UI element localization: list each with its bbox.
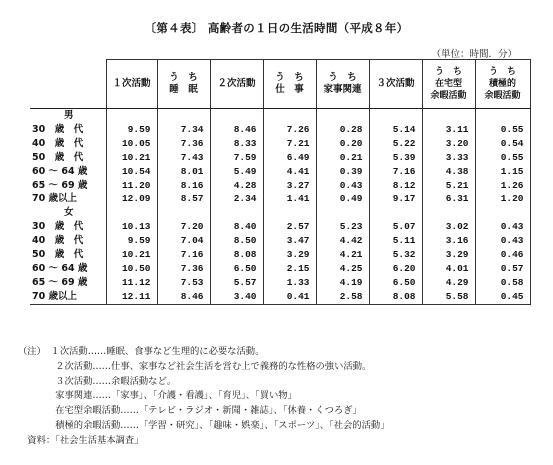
- cell: 3.02: [422, 220, 475, 234]
- cell: 5.49: [210, 165, 263, 179]
- cell: 5.07: [369, 220, 422, 234]
- cell: 7.04: [157, 234, 210, 248]
- table-row: [30, 123, 530, 137]
- cell: 0.58: [475, 276, 530, 290]
- cell: 10.54: [106, 165, 157, 179]
- table-row: [30, 192, 530, 206]
- group-row-male: [30, 109, 530, 123]
- group-label: 女: [30, 206, 106, 220]
- row-label: 60 ～ 64 歳: [30, 165, 106, 179]
- time-use-table: [30, 59, 531, 305]
- header-home-leisure: う ち 在宅型 余暇活動: [422, 60, 475, 109]
- cell: 5.58: [422, 290, 475, 304]
- cell: 3.29: [263, 248, 316, 262]
- cell: 8.12: [369, 179, 422, 193]
- cell: 3.40: [210, 290, 263, 304]
- cell: 10.13: [106, 220, 157, 234]
- row-label: 60 ～ 64 歳: [30, 262, 106, 276]
- cell: 4.25: [316, 262, 369, 276]
- cell: 8.46: [157, 290, 210, 304]
- cell: 8.50: [210, 234, 263, 248]
- row-label: 30 歳 代: [30, 220, 106, 234]
- cell: 3.27: [263, 179, 316, 193]
- row-label: 40 歳 代: [30, 137, 106, 151]
- source-line: 資料：「社会生活基本調査」: [18, 434, 144, 446]
- cell: 0.28: [316, 123, 369, 137]
- footnote-line: 家事関連……「家事」、「介護・看護」、「育児」、「買い物」: [18, 390, 297, 402]
- cell: 6.31: [422, 192, 475, 206]
- group-row-female: [30, 206, 530, 220]
- row-label: 40 歳 代: [30, 234, 106, 248]
- footnote-line: ２次活動……仕事、家事など社会生活を営む上で義務的な性格の強い活動。: [18, 360, 372, 372]
- row-label: 30 歳 代: [30, 123, 106, 137]
- cell: 8.01: [157, 165, 210, 179]
- row-label: 50 歳 代: [30, 248, 106, 262]
- cell: 1.20: [475, 192, 530, 206]
- cell: 5.14: [369, 123, 422, 137]
- cell: 0.46: [475, 248, 530, 262]
- cell: 5.32: [369, 248, 422, 262]
- header-tertiary: ３次活動: [369, 60, 422, 109]
- cell: 0.20: [316, 137, 369, 151]
- footnote-line: （注） １次活動……睡眠、食事など生理的に必要な活動。: [18, 346, 265, 357]
- cell: 5.21: [422, 179, 475, 193]
- unit-label: （単位：時間．分）: [431, 49, 517, 60]
- table-row: [30, 290, 530, 304]
- cell: 0.57: [475, 262, 530, 276]
- table-row: [30, 234, 530, 248]
- cell: 3.11: [422, 123, 475, 137]
- cell: 9.17: [369, 192, 422, 206]
- cell: 0.21: [316, 151, 369, 165]
- cell: 10.21: [106, 248, 157, 262]
- table-row: [30, 262, 530, 276]
- cell: 8.46: [210, 123, 263, 137]
- cell: 2.58: [316, 290, 369, 304]
- cell: 0.43: [475, 234, 530, 248]
- cell: 3.33: [422, 151, 475, 165]
- row-label: 50 歳 代: [30, 151, 106, 165]
- cell: 6.49: [263, 151, 316, 165]
- cell: 4.19: [316, 276, 369, 290]
- header-active-leisure: う ち 積極的 余暇活動: [475, 60, 530, 109]
- cell: 5.23: [316, 220, 369, 234]
- table-row: [30, 137, 530, 151]
- cell: 0.43: [316, 179, 369, 193]
- cell: 12.11: [106, 290, 157, 304]
- table-row: [30, 165, 530, 179]
- cell: 2.34: [210, 192, 263, 206]
- cell: 10.50: [106, 262, 157, 276]
- cell: 3.47: [263, 234, 316, 248]
- cell: 7.16: [157, 248, 210, 262]
- cell: 0.41: [263, 290, 316, 304]
- cell: 0.49: [316, 192, 369, 206]
- header-row: [30, 60, 530, 109]
- cell: 3.29: [422, 248, 475, 262]
- cell: 8.08: [369, 290, 422, 304]
- cell: 11.20: [106, 179, 157, 193]
- cell: 1.26: [475, 179, 530, 193]
- cell: 9.59: [106, 234, 157, 248]
- cell: 2.15: [263, 262, 316, 276]
- cell: 7.43: [157, 151, 210, 165]
- header-corner: [30, 60, 106, 109]
- footnote-line: ３次活動……余暇活動など。: [18, 375, 177, 387]
- cell: 0.55: [475, 151, 530, 165]
- table-row: [30, 220, 530, 234]
- cell: 6.50: [369, 276, 422, 290]
- footnote-line: 積極的余暇活動……「学習・研究」、「趣味・娯楽」、「スポーツ」、「社会的活動」: [18, 419, 390, 431]
- header-sleep: う ち 睡 眠: [157, 60, 210, 109]
- cell: 7.53: [157, 276, 210, 290]
- row-label: 65 ～ 69 歳: [30, 276, 106, 290]
- cell: 9.59: [106, 123, 157, 137]
- cell: 5.39: [369, 151, 422, 165]
- cell: 1.15: [475, 165, 530, 179]
- cell: 4.38: [422, 165, 475, 179]
- cell: 7.16: [369, 165, 422, 179]
- footnote-line: 在宅型余暇活動……「テレビ・ラジオ・新聞・雑誌」、「休養・くつろぎ」: [18, 405, 362, 417]
- cell: 3.20: [422, 137, 475, 151]
- cell: 12.09: [106, 192, 157, 206]
- cell: 10.05: [106, 137, 157, 151]
- cell: 0.39: [316, 165, 369, 179]
- cell: 8.08: [210, 248, 263, 262]
- cell: 1.41: [263, 192, 316, 206]
- cell: 7.21: [263, 137, 316, 151]
- cell: 7.36: [157, 137, 210, 151]
- cell: 7.20: [157, 220, 210, 234]
- cell: 6.50: [210, 262, 263, 276]
- header-housework: う ち 家事関連: [316, 60, 369, 109]
- header-primary: １次活動: [106, 60, 157, 109]
- cell: 6.20: [369, 262, 422, 276]
- row-label: 65 ～ 69 歳: [30, 179, 106, 193]
- cell: 4.42: [316, 234, 369, 248]
- row-label: 70 歳以上: [30, 290, 106, 304]
- cell: 5.57: [210, 276, 263, 290]
- cell: 0.55: [475, 123, 530, 137]
- cell: 0.45: [475, 290, 530, 304]
- cell: 5.22: [369, 137, 422, 151]
- table-row: [30, 248, 530, 262]
- cell: 4.29: [422, 276, 475, 290]
- cell: 7.36: [157, 262, 210, 276]
- cell: 7.34: [157, 123, 210, 137]
- cell: 8.57: [157, 192, 210, 206]
- header-work: う ち 仕 事: [263, 60, 316, 109]
- cell: 4.28: [210, 179, 263, 193]
- cell: 3.16: [422, 234, 475, 248]
- cell: 0.54: [475, 137, 530, 151]
- footnotes: [18, 345, 390, 449]
- cell: 4.41: [263, 165, 316, 179]
- cell: 1.33: [263, 276, 316, 290]
- cell: 5.11: [369, 234, 422, 248]
- cell: 7.59: [210, 151, 263, 165]
- cell: 7.26: [263, 123, 316, 137]
- header-secondary: ２次活動: [210, 60, 263, 109]
- group-label: 男: [30, 109, 106, 123]
- table-row: [30, 151, 530, 165]
- cell: 8.33: [210, 137, 263, 151]
- row-label: 70 歳以上: [30, 192, 106, 206]
- cell: 4.21: [316, 248, 369, 262]
- cell: 10.21: [106, 151, 157, 165]
- cell: 8.16: [157, 179, 210, 193]
- table-row: [30, 276, 530, 290]
- cell: 0.43: [475, 220, 530, 234]
- cell: 4.01: [422, 262, 475, 276]
- table-row: [30, 179, 530, 193]
- cell: 2.57: [263, 220, 316, 234]
- cell: 11.12: [106, 276, 157, 290]
- cell: 8.40: [210, 220, 263, 234]
- table-title: 〔第４表〕 高齢者の１日の生活時間（平成８年）: [144, 21, 409, 35]
